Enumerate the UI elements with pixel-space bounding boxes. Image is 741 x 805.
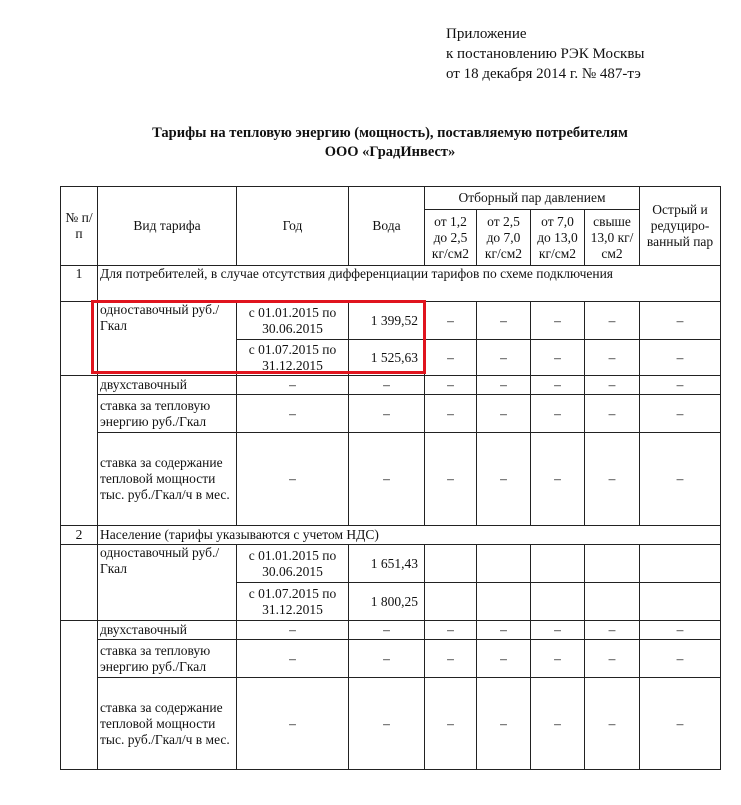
section-2-num: 2 [61,526,98,545]
header-steam-4: свыше 13,0 кг/см2 [585,210,640,266]
dash-cell: – [237,395,349,433]
dash-cell: – [425,621,477,640]
dash-cell: – [585,621,640,640]
dash-cell: – [349,621,425,640]
dash-cell: – [349,433,425,526]
section-2-water-1: 1 651,43 [349,545,425,583]
dash-cell: – [585,302,640,340]
header-tariff-type: Вид тарифа [98,187,237,266]
header-steam-group: Отборный пар давлением [425,187,640,210]
header-steam-3: от 7,0 до 13,0 кг/см2 [531,210,585,266]
dash-cell: – [477,340,531,376]
header-year: Год [237,187,349,266]
dash-cell: – [531,395,585,433]
section-1-period-2: с 01.07.2015 по 31.12.2015 [237,340,349,376]
section-2-water-2: 1 800,25 [349,583,425,621]
dash-cell: – [477,640,531,678]
tariff-table [60,186,721,770]
dash-cell: – [477,395,531,433]
appendix-line-2: к постановлению РЭК Москвы [446,46,645,62]
header-water: Вода [349,187,425,266]
dash-cell: – [477,433,531,526]
section-2-period-2: с 01.07.2015 по 31.12.2015 [237,583,349,621]
section-2-single-rate: одноставочный руб./Гкал [98,545,237,621]
dash-cell: – [640,621,721,640]
dash-cell: – [531,340,585,376]
section-1-water-2: 1 525,63 [349,340,425,376]
dash-cell: – [640,340,721,376]
dash-cell: – [425,433,477,526]
title-line-1: Тарифы на тепловую энергию (мощность), поставляемую потребителям [152,125,628,141]
dash-cell: – [640,395,721,433]
dash-cell: – [585,376,640,395]
dash-cell: – [640,640,721,678]
appendix-header [446,24,645,84]
dash-cell: – [425,302,477,340]
section-1-num: 1 [61,266,98,302]
section-1-single-rate: одноставочный руб./Гкал [98,302,237,376]
dash-cell: – [237,640,349,678]
dash-cell: – [349,395,425,433]
dash-cell: – [531,376,585,395]
dash-cell: – [349,678,425,770]
section-2-two-rate: двухставочный [98,621,237,640]
section-1-title: Для потребителей, в случае отсутствия дифференциации тарифов по схеме подключения [98,266,721,302]
section-2-energy-rate: ставка за тепловую энергию руб./Гкал [98,640,237,678]
document-title [60,124,720,162]
appendix-line-3: от 18 декабря 2014 г. № 487-тэ [446,66,641,82]
header-num: № п/п [61,187,98,266]
dash-cell: – [640,433,721,526]
dash-cell: – [531,678,585,770]
header-steam-1: от 1,2 до 2,5 кг/см2 [425,210,477,266]
section-1-two-rate: двухставочный [98,376,237,395]
dash-cell: – [477,376,531,395]
dash-cell: – [349,376,425,395]
dash-cell: – [585,640,640,678]
dash-cell: – [477,678,531,770]
section-2-period-1: с 01.01.2015 по 30.06.2015 [237,545,349,583]
dash-cell: – [531,433,585,526]
title-line-2: ООО «ГрадИнвест» [324,144,456,160]
header-steam-2: от 2,5 до 7,0 кг/см2 [477,210,531,266]
dash-cell: – [349,640,425,678]
dash-cell: – [585,433,640,526]
dash-cell: – [585,678,640,770]
highlight-box [91,300,426,374]
dash-cell: – [640,302,721,340]
dash-cell: – [425,340,477,376]
dash-cell: – [531,640,585,678]
section-1-period-1: с 01.01.2015 по 30.06.2015 [237,302,349,340]
dash-cell: – [425,678,477,770]
section-1-capacity-rate: ставка за содержание тепловой мощности тыс. руб./Гкал/ч в мес. [98,433,237,526]
dash-cell: – [640,376,721,395]
dash-cell: – [477,302,531,340]
dash-cell: – [237,678,349,770]
dash-cell: – [237,621,349,640]
header-sharp-steam: Острый и редуциро-ванный пар [640,187,721,266]
dash-cell: – [477,621,531,640]
section-2-title: Население (тарифы указываются с учетом НДС) [98,526,721,545]
section-2-capacity-rate: ставка за содержание тепловой мощности тыс. руб./Гкал/ч в мес. [98,678,237,770]
dash-cell: – [425,376,477,395]
dash-cell: – [237,433,349,526]
dash-cell: – [585,395,640,433]
dash-cell: – [237,376,349,395]
section-1-water-1: 1 399,52 [349,302,425,340]
dash-cell: – [531,621,585,640]
appendix-line-1: Приложение [446,26,527,42]
section-1-energy-rate: ставка за тепловую энергию руб./Гкал [98,395,237,433]
dash-cell: – [425,395,477,433]
dash-cell: – [531,302,585,340]
dash-cell: – [640,678,721,770]
dash-cell: – [425,640,477,678]
dash-cell: – [585,340,640,376]
